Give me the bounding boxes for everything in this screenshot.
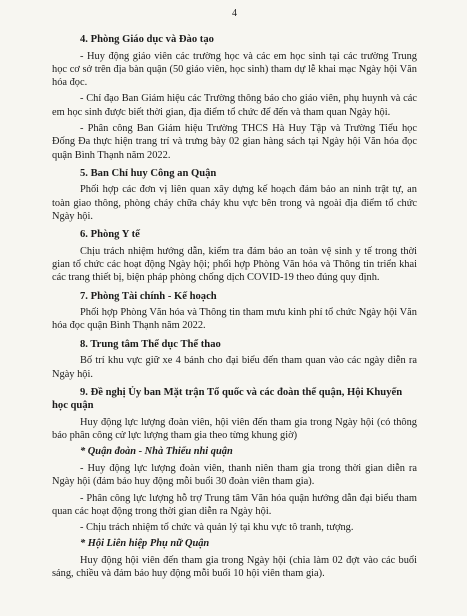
subsection-title-hoi-phu-nu: * Hội Liên hiệp Phụ nữ Quận [80, 538, 210, 550]
paragraph: Bố trí khu vực giữ xe 4 bánh cho đại biểu đến tham quan vào các ngày diễn ra Ngày hội. [52, 355, 417, 380]
section-heading-5: 5. Ban Chỉ huy Công an Quận [80, 167, 217, 179]
paragraph: - Phân công Ban Giám hiệu Trường THCS Hà Huy Tập và Trường Tiểu học Đống Đa thực hiện trang trí và trưng bày 02 gian hàng sách tại Ngày hội Văn hóa đọc quận Bình Thạnh năm 2022. [52, 122, 417, 161]
paragraph: - Huy động lực lượng đoàn viên, thanh niên tham gia trong thời gian diễn ra Ngày hội (đảm bảo huy động mỗi buổi 30 đoàn viên tham gia). [52, 462, 417, 488]
paragraph: Phối hợp Phòng Văn hóa và Thông tin tham mưu kinh phí tổ chức Ngày hội Văn hóa đọc quận Bình Thạnh năm 2022. [52, 307, 417, 332]
paragraph: - Chịu trách nhiệm tổ chức và quản lý tại khu vực tô tranh, tượng. [80, 522, 354, 534]
paragraph: Phối hợp các đơn vị liên quan xây dựng kế hoạch đảm bảo an ninh trật tự, an toàn giao thông, phòng cháy chữa cháy khu vực bên trong và ngoài địa điểm tổ chức Ngày hội. [52, 184, 417, 222]
subsection-title-quan-doan: * Quận đoàn - Nhà Thiếu nhi quận [80, 446, 233, 458]
paragraph: - Chỉ đạo Ban Giám hiệu các Trường thông báo cho giáo viên, phụ huynh và các em học sinh được biết thời gian, địa điểm tổ chức để đến và tham quan Ngày hội. [52, 93, 417, 118]
paragraph: - Huy động giáo viên các trường học và các em học sinh tại các trường Trung học cơ sở trên địa bàn quận (50 giáo viên, học sinh) tham dự lễ khai mạc Ngày hội Văn hóa đọc. [52, 50, 417, 89]
paragraph: Huy động hội viên đến tham gia trong Ngày hội (chia làm 02 đợt vào các buổi sáng, chiều và đảm bảo huy động mỗi buổi 10 hội viên tham gia). [52, 554, 417, 580]
paragraph: - Phân công lực lượng hỗ trợ Trung tâm Văn hóa quận hướng dẫn đại biểu tham quan các hoạt động trong thời gian diễn ra Ngày hội. [52, 492, 417, 517]
page-number: 4 [232, 8, 237, 19]
section-heading-9: 9. Đề nghị Ủy ban Mặt trận Tổ quốc và các đoàn thể quận, Hội Khuyến học quận [52, 386, 403, 412]
paragraph: Huy động lực lượng đoàn viên, hội viên đến tham gia trong Ngày hội (có thông báo phân công cử lực lượng tham gia theo từng khung giờ) [52, 416, 417, 442]
section-heading-4: 4. Phòng Giáo dục và Đào tạo [80, 34, 214, 45]
section-heading-7: 7. Phòng Tài chính - Kế hoạch [80, 290, 217, 302]
section-heading-6: 6. Phòng Y tế [80, 229, 140, 241]
paragraph: Chịu trách nhiệm hướng dẫn, kiểm tra đảm bảo an toàn vệ sinh y tế trong thời gian tổ chức các hoạt động Ngày hội; phối hợp Phòng Văn hóa và Thông tin triển khai các trang thiết bị, biện pháp phòng chống dịch COVID-19 theo đúng quy định. [52, 245, 417, 284]
section-heading-8: 8. Trung tâm Thể dục Thể thao [80, 338, 221, 350]
